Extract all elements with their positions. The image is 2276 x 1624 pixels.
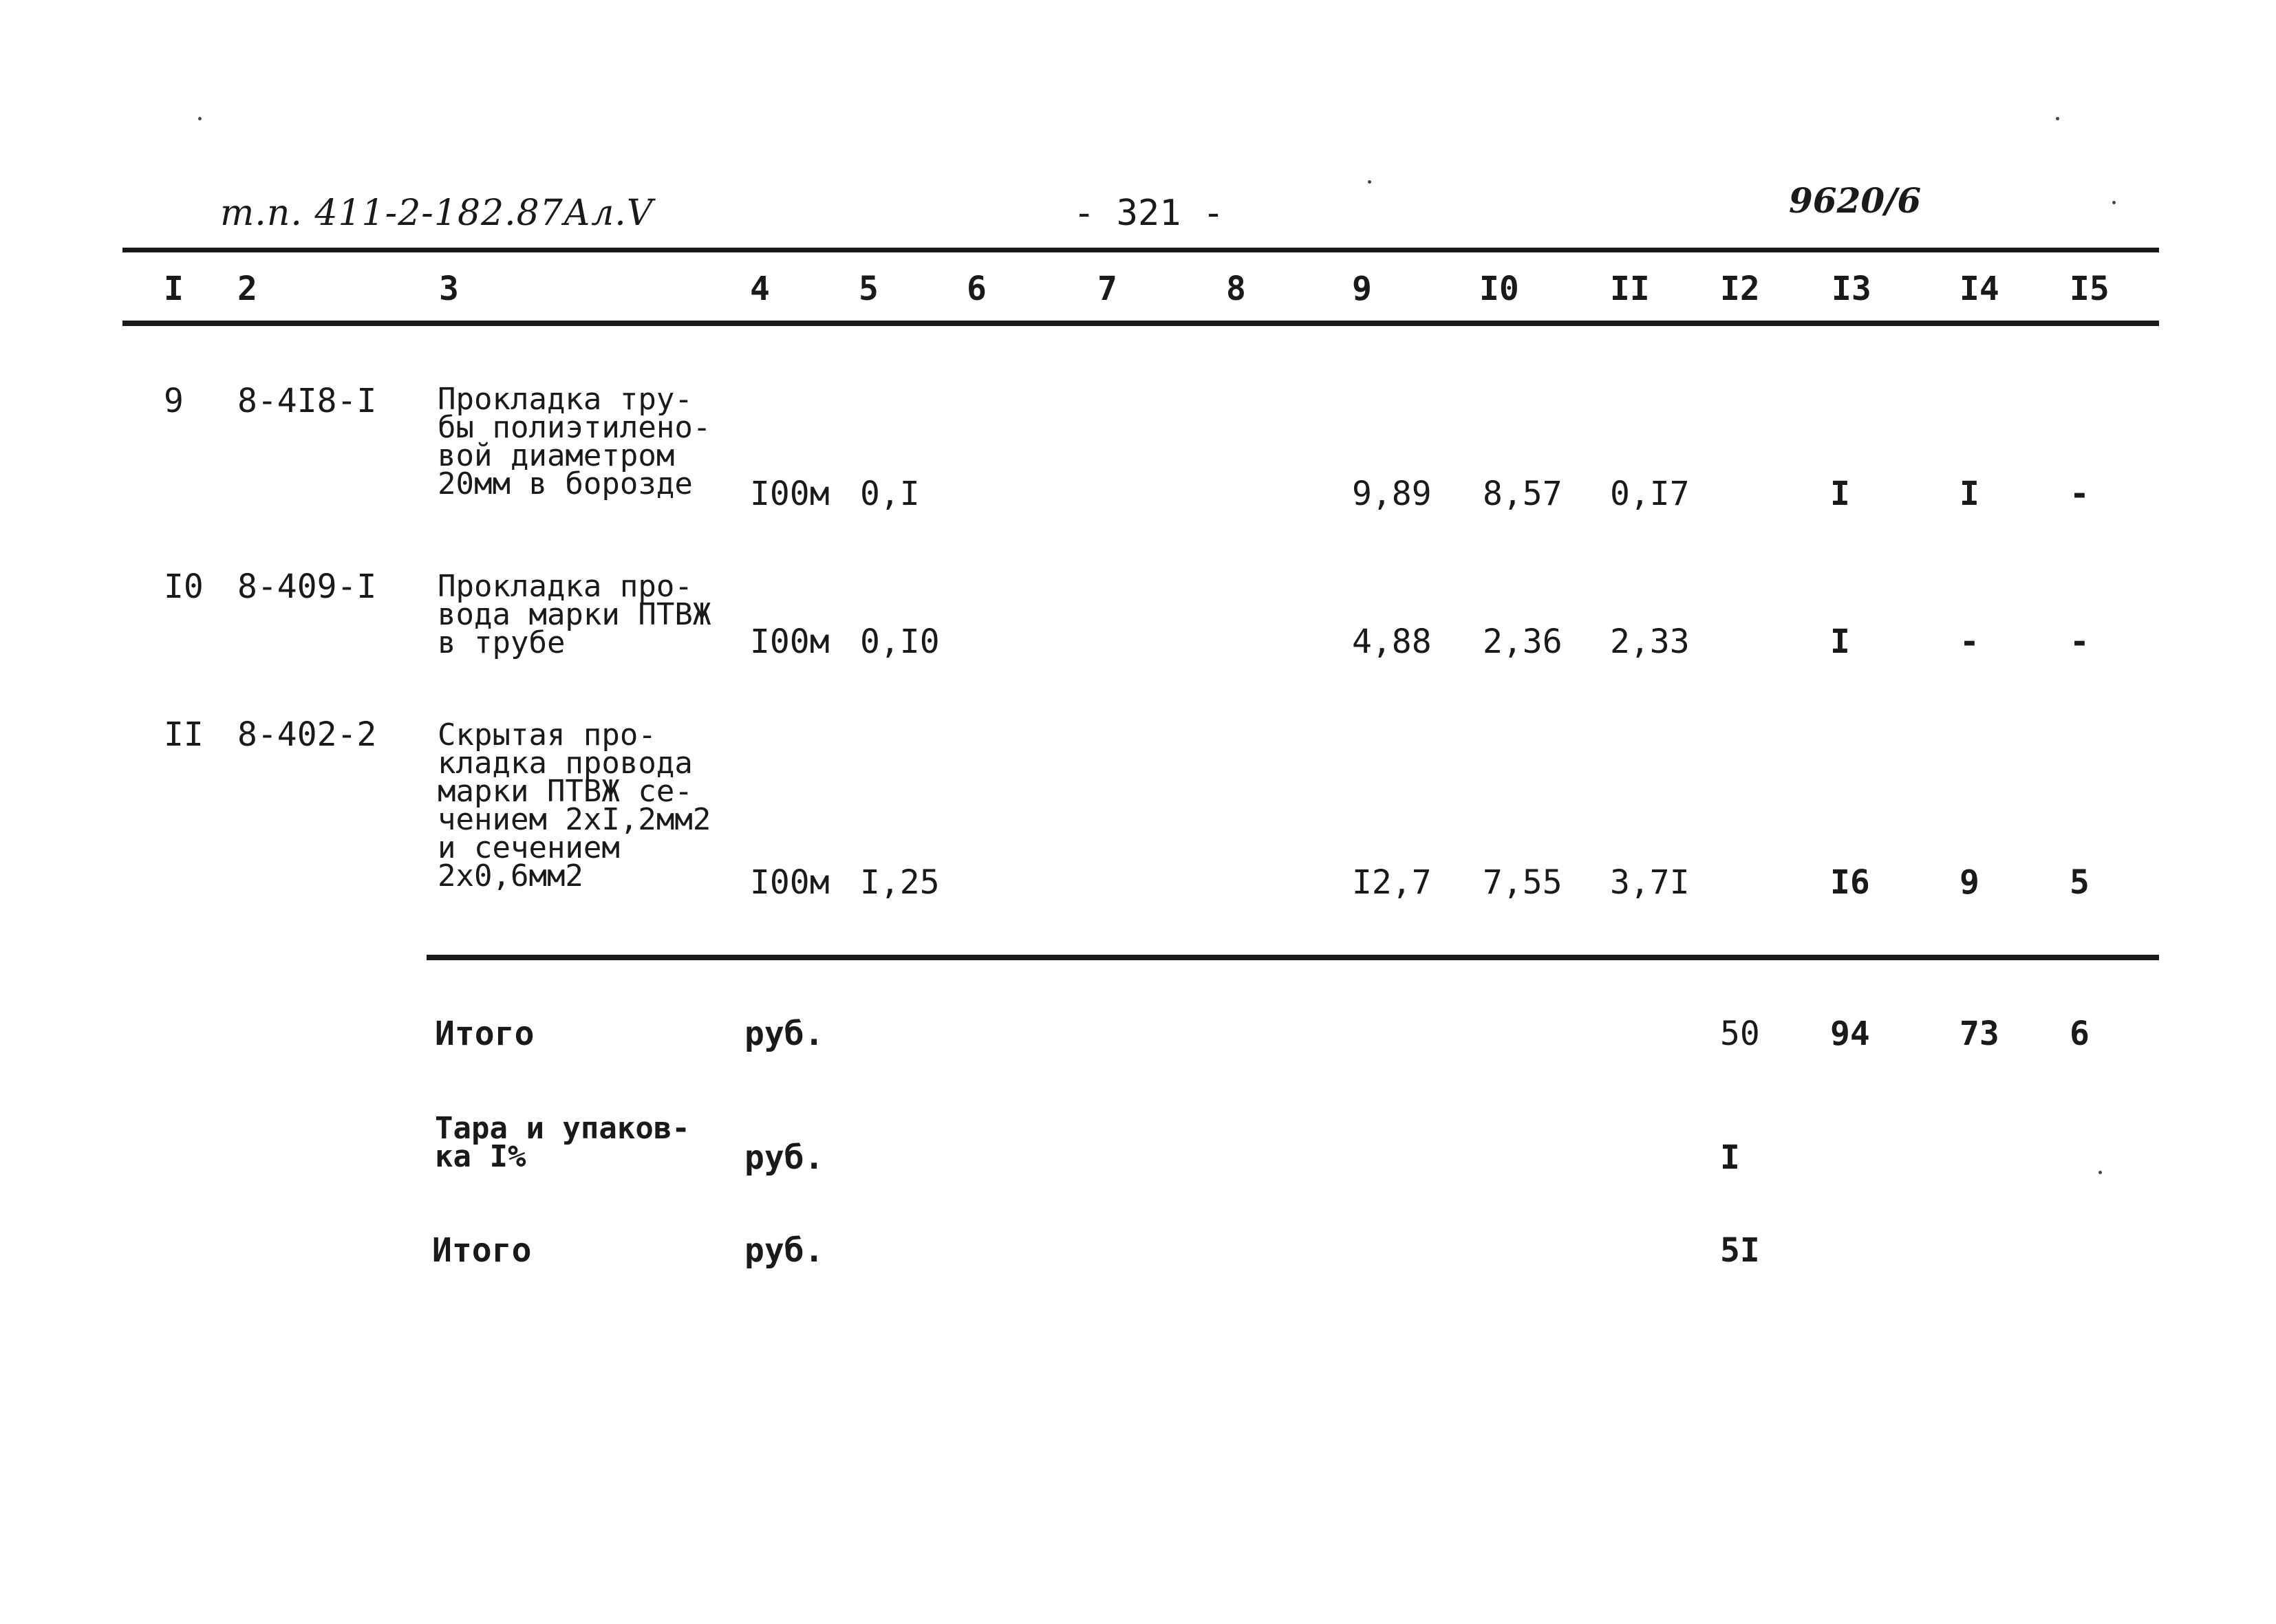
column-header: 5 <box>859 270 879 308</box>
column-header: I3 <box>1832 270 1871 308</box>
row-unit: I00м <box>750 475 830 513</box>
totals-col12: 50 <box>1720 1015 1760 1053</box>
row-col13: I <box>1830 622 1850 661</box>
column-header: 6 <box>967 270 987 308</box>
column-header: II <box>1610 270 1650 308</box>
totals-col14: 73 <box>1960 1015 1999 1053</box>
document-code: т.п. 411-2-182.87Ал.V <box>220 193 654 234</box>
row-description: Прокладка про- вода марки ПТВЖ в трубе <box>438 569 711 660</box>
column-header: 4 <box>750 270 770 308</box>
row-code: 8-409-I <box>237 567 377 606</box>
row-col9: 9,89 <box>1352 475 1432 513</box>
scan-speck <box>198 117 202 120</box>
row-col13: I6 <box>1830 863 1870 902</box>
header-bottom-rule <box>122 321 2159 326</box>
packaging-unit: руб. <box>744 1138 824 1177</box>
grand-total-col12: 5I <box>1720 1231 1760 1270</box>
row-col9: 4,88 <box>1352 622 1432 661</box>
row-description: Прокладка тру- бы полиэтилено- вой диаметром 20мм в борозде <box>438 382 711 501</box>
scan-speck <box>1368 180 1371 184</box>
totals-col15: 6 <box>2070 1015 2090 1053</box>
column-header: I5 <box>2070 270 2109 308</box>
row-code: 8-402-2 <box>237 715 377 754</box>
row-col14: - <box>1960 622 1979 661</box>
row-col15: 5 <box>2070 863 2090 902</box>
grand-total-label: Итого <box>432 1231 532 1270</box>
totals-separator-rule <box>427 955 2159 960</box>
row-col11: 0,I7 <box>1610 475 1690 513</box>
column-header: 3 <box>439 270 459 308</box>
row-col11: 2,33 <box>1610 622 1690 661</box>
column-header: 9 <box>1352 270 1372 308</box>
grand-total-unit: руб. <box>744 1231 824 1270</box>
row-quantity: 0,I <box>860 475 920 513</box>
column-header: I4 <box>1960 270 1999 308</box>
column-header: 7 <box>1097 270 1117 308</box>
scan-speck <box>2112 201 2116 204</box>
row-col10: 2,36 <box>1483 622 1563 661</box>
row-col9: I2,7 <box>1352 863 1432 902</box>
row-unit: I00м <box>750 863 830 902</box>
column-header: 8 <box>1226 270 1246 308</box>
row-col14: 9 <box>1960 863 1979 902</box>
column-header: I2 <box>1720 270 1760 308</box>
row-col10: 8,57 <box>1483 475 1563 513</box>
row-description: Скрытая про- кладка провода марки ПТВЖ се- чением 2хI,2мм2 и сечением 2х0,6мм2 <box>438 717 711 894</box>
row-col14: I <box>1960 475 1979 513</box>
row-col13: I <box>1830 475 1850 513</box>
row-code: 8-4I8-I <box>237 382 377 420</box>
archive-stamp: 9620/6 <box>1789 180 1922 221</box>
top-rule <box>122 248 2159 252</box>
totals-unit: руб. <box>744 1015 824 1053</box>
column-header: I <box>164 270 184 308</box>
row-col15: - <box>2070 622 2090 661</box>
totals-label: Итого <box>435 1015 535 1053</box>
packaging-col12: I <box>1720 1138 1740 1177</box>
row-quantity: 0,I0 <box>860 622 940 661</box>
totals-col13: 94 <box>1830 1015 1870 1053</box>
column-header: I0 <box>1479 270 1519 308</box>
scan-speck <box>2098 1171 2102 1174</box>
row-number: II <box>164 715 204 754</box>
row-number: I0 <box>164 567 204 606</box>
scan-speck <box>2056 117 2059 120</box>
row-quantity: I,25 <box>860 863 940 902</box>
column-header: 2 <box>237 270 257 308</box>
packaging-label: Тара и упаков- ка I% <box>435 1111 690 1174</box>
row-unit: I00м <box>750 622 830 661</box>
row-number: 9 <box>164 382 184 420</box>
row-col11: 3,7I <box>1610 863 1690 902</box>
page-number: - 321 - <box>1073 193 1225 234</box>
row-col15: - <box>2070 475 2090 513</box>
row-col10: 7,55 <box>1483 863 1563 902</box>
